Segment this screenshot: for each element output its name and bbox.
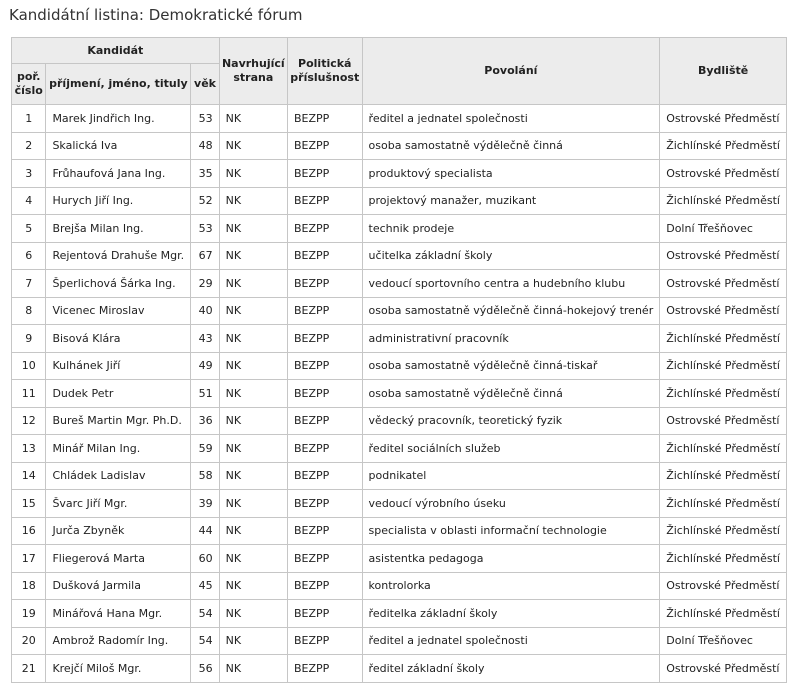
cell-bydliste: Ostrovské Předměstí — [660, 655, 787, 683]
cell-povolani: projektový manažer, muzikant — [362, 187, 660, 215]
cell-bydliste: Ostrovské Předměstí — [660, 105, 787, 133]
table-row — [12, 600, 787, 628]
cell-vek: 59 — [191, 435, 219, 463]
cell-cislo: 9 — [12, 325, 46, 353]
cell-povolani: učitelka základní školy — [362, 242, 660, 270]
cell-vek: 48 — [191, 132, 219, 160]
cell-povolani: osoba samostatně výdělečně činná — [362, 132, 660, 160]
cell-povolani: ředitelka základní školy — [362, 600, 660, 628]
cell-vek: 45 — [191, 572, 219, 600]
cell-cislo: 6 — [12, 242, 46, 270]
cell-vek: 36 — [191, 407, 219, 435]
cell-povolani: vědecký pracovník, teoretický fyzik — [362, 407, 660, 435]
cell-povolani: osoba samostatně výdělečně činná — [362, 380, 660, 408]
cell-povolani: administrativní pracovník — [362, 325, 660, 353]
cell-povolani: vedoucí výrobního úseku — [362, 490, 660, 518]
cell-prislusnost: BEZPP — [287, 352, 362, 380]
header-povolani: Povolání — [362, 38, 660, 105]
cell-bydliste: Žichlínské Předměstí — [660, 490, 787, 518]
cell-jmeno: Bisová Klára — [46, 325, 191, 353]
cell-vek: 56 — [191, 655, 219, 683]
cell-vek: 29 — [191, 270, 219, 298]
cell-povolani: ředitel a jednatel společnosti — [362, 627, 660, 655]
cell-prislusnost: BEZPP — [287, 380, 362, 408]
candidate-table — [11, 37, 787, 683]
cell-povolani: produktový specialista — [362, 160, 660, 188]
cell-strana: NK — [219, 407, 287, 435]
cell-strana: NK — [219, 655, 287, 683]
cell-cislo: 13 — [12, 435, 46, 463]
cell-strana: NK — [219, 572, 287, 600]
cell-jmeno: Chládek Ladislav — [46, 462, 191, 490]
cell-bydliste: Žichlínské Předměstí — [660, 132, 787, 160]
page-title: Kandidátní listina: Demokratické fórum — [9, 6, 303, 24]
cell-vek: 52 — [191, 187, 219, 215]
cell-jmeno: Ambrož Radomír Ing. — [46, 627, 191, 655]
cell-bydliste: Ostrovské Předměstí — [660, 407, 787, 435]
cell-bydliste: Žichlínské Předměstí — [660, 517, 787, 545]
cell-povolani: ředitel základní školy — [362, 655, 660, 683]
cell-strana: NK — [219, 600, 287, 628]
cell-prislusnost: BEZPP — [287, 517, 362, 545]
cell-jmeno: Hurych Jiří Ing. — [46, 187, 191, 215]
cell-vek: 54 — [191, 627, 219, 655]
table-row — [12, 352, 787, 380]
cell-vek: 43 — [191, 325, 219, 353]
cell-povolani: osoba samostatně výdělečně činná-hokejový trenér — [362, 297, 660, 325]
cell-vek: 44 — [191, 517, 219, 545]
cell-vek: 51 — [191, 380, 219, 408]
cell-strana: NK — [219, 627, 287, 655]
cell-prislusnost: BEZPP — [287, 160, 362, 188]
cell-prislusnost: BEZPP — [287, 242, 362, 270]
cell-prislusnost: BEZPP — [287, 490, 362, 518]
cell-prislusnost: BEZPP — [287, 655, 362, 683]
cell-bydliste: Žichlínské Předměstí — [660, 545, 787, 573]
cell-strana: NK — [219, 215, 287, 243]
cell-prislusnost: BEZPP — [287, 215, 362, 243]
cell-cislo: 19 — [12, 600, 46, 628]
cell-prislusnost: BEZPP — [287, 325, 362, 353]
cell-bydliste: Ostrovské Předměstí — [660, 297, 787, 325]
cell-strana: NK — [219, 242, 287, 270]
cell-prislusnost: BEZPP — [287, 105, 362, 133]
cell-cislo: 3 — [12, 160, 46, 188]
cell-strana: NK — [219, 105, 287, 133]
cell-strana: NK — [219, 325, 287, 353]
cell-jmeno: Bureš Martin Mgr. Ph.D. — [46, 407, 191, 435]
cell-bydliste: Žichlínské Předměstí — [660, 187, 787, 215]
cell-cislo: 10 — [12, 352, 46, 380]
cell-strana: NK — [219, 380, 287, 408]
cell-cislo: 14 — [12, 462, 46, 490]
cell-jmeno: Dudek Petr — [46, 380, 191, 408]
cell-cislo: 16 — [12, 517, 46, 545]
cell-jmeno: Švarc Jiří Mgr. — [46, 490, 191, 518]
cell-jmeno: Šperlichová Šárka Ing. — [46, 270, 191, 298]
header-jmeno: příjmení, jméno, tituly — [46, 64, 191, 105]
cell-cislo: 17 — [12, 545, 46, 573]
cell-prislusnost: BEZPP — [287, 545, 362, 573]
cell-povolani: asistentka pedagoga — [362, 545, 660, 573]
cell-strana: NK — [219, 435, 287, 463]
cell-jmeno: Marek Jindřich Ing. — [46, 105, 191, 133]
cell-jmeno: Jurča Zbyněk — [46, 517, 191, 545]
cell-bydliste: Žichlínské Předměstí — [660, 352, 787, 380]
table-row — [12, 435, 787, 463]
cell-cislo: 18 — [12, 572, 46, 600]
cell-vek: 49 — [191, 352, 219, 380]
table-row — [12, 655, 787, 683]
table-row — [12, 462, 787, 490]
cell-jmeno: Dušková Jarmila — [46, 572, 191, 600]
cell-povolani: ředitel a jednatel společnosti — [362, 105, 660, 133]
cell-strana: NK — [219, 352, 287, 380]
cell-strana: NK — [219, 297, 287, 325]
cell-bydliste: Žichlínské Předměstí — [660, 435, 787, 463]
cell-bydliste: Žichlínské Předměstí — [660, 380, 787, 408]
cell-strana: NK — [219, 132, 287, 160]
cell-jmeno: Fliegerová Marta — [46, 545, 191, 573]
cell-vek: 58 — [191, 462, 219, 490]
cell-povolani: osoba samostatně výdělečně činná-tiskař — [362, 352, 660, 380]
table-row — [12, 490, 787, 518]
cell-prislusnost: BEZPP — [287, 462, 362, 490]
cell-povolani: ředitel sociálních služeb — [362, 435, 660, 463]
cell-cislo: 21 — [12, 655, 46, 683]
cell-bydliste: Žichlínské Předměstí — [660, 462, 787, 490]
table-row — [12, 105, 787, 133]
cell-cislo: 12 — [12, 407, 46, 435]
table-row — [12, 270, 787, 298]
cell-vek: 67 — [191, 242, 219, 270]
cell-bydliste: Ostrovské Předměstí — [660, 160, 787, 188]
cell-prislusnost: BEZPP — [287, 132, 362, 160]
table-row — [12, 187, 787, 215]
cell-prislusnost: BEZPP — [287, 627, 362, 655]
cell-bydliste: Žichlínské Předměstí — [660, 325, 787, 353]
cell-cislo: 2 — [12, 132, 46, 160]
header-strana: Navrhující strana — [219, 38, 287, 105]
table-row — [12, 325, 787, 353]
cell-bydliste: Dolní Třešňovec — [660, 215, 787, 243]
table-row — [12, 242, 787, 270]
cell-strana: NK — [219, 517, 287, 545]
cell-bydliste: Ostrovské Předměstí — [660, 270, 787, 298]
cell-vek: 40 — [191, 297, 219, 325]
table-row — [12, 407, 787, 435]
cell-strana: NK — [219, 490, 287, 518]
table-row — [12, 297, 787, 325]
cell-cislo: 20 — [12, 627, 46, 655]
cell-bydliste: Dolní Třešňovec — [660, 627, 787, 655]
cell-bydliste: Ostrovské Předměstí — [660, 572, 787, 600]
cell-cislo: 11 — [12, 380, 46, 408]
table-row — [12, 215, 787, 243]
table-header — [12, 38, 787, 105]
cell-bydliste: Žichlínské Předměstí — [660, 600, 787, 628]
cell-povolani: specialista v oblasti informační technologie — [362, 517, 660, 545]
cell-prislusnost: BEZPP — [287, 407, 362, 435]
cell-jmeno: Vicenec Miroslav — [46, 297, 191, 325]
cell-jmeno: Minářová Hana Mgr. — [46, 600, 191, 628]
cell-jmeno: Minář Milan Ing. — [46, 435, 191, 463]
table-row — [12, 572, 787, 600]
cell-jmeno: Brejša Milan Ing. — [46, 215, 191, 243]
table-row — [12, 517, 787, 545]
cell-vek: 54 — [191, 600, 219, 628]
header-vek: věk — [191, 64, 219, 105]
cell-jmeno: Kulhánek Jiří — [46, 352, 191, 380]
cell-povolani: kontrolorka — [362, 572, 660, 600]
cell-prislusnost: BEZPP — [287, 187, 362, 215]
cell-povolani: podnikatel — [362, 462, 660, 490]
cell-vek: 39 — [191, 490, 219, 518]
table-row — [12, 545, 787, 573]
cell-vek: 35 — [191, 160, 219, 188]
cell-jmeno: Frůhaufová Jana Ing. — [46, 160, 191, 188]
table-row — [12, 380, 787, 408]
cell-strana: NK — [219, 270, 287, 298]
cell-strana: NK — [219, 187, 287, 215]
cell-prislusnost: BEZPP — [287, 297, 362, 325]
table-row — [12, 132, 787, 160]
cell-cislo: 7 — [12, 270, 46, 298]
cell-prislusnost: BEZPP — [287, 270, 362, 298]
cell-cislo: 1 — [12, 105, 46, 133]
cell-vek: 53 — [191, 105, 219, 133]
header-kandidat: Kandidát — [12, 38, 220, 64]
cell-cislo: 5 — [12, 215, 46, 243]
header-prislusnost: Politická příslušnost — [287, 38, 362, 105]
cell-jmeno: Rejentová Drahuše Mgr. — [46, 242, 191, 270]
cell-strana: NK — [219, 545, 287, 573]
cell-prislusnost: BEZPP — [287, 435, 362, 463]
cell-jmeno: Krejčí Miloš Mgr. — [46, 655, 191, 683]
header-cislo: poř. číslo — [12, 64, 46, 105]
cell-prislusnost: BEZPP — [287, 572, 362, 600]
header-bydliste: Bydliště — [660, 38, 787, 105]
cell-povolani: technik prodeje — [362, 215, 660, 243]
cell-jmeno: Skalická Iva — [46, 132, 191, 160]
cell-bydliste: Ostrovské Předměstí — [660, 242, 787, 270]
cell-strana: NK — [219, 462, 287, 490]
table-row — [12, 627, 787, 655]
cell-cislo: 4 — [12, 187, 46, 215]
cell-strana: NK — [219, 160, 287, 188]
cell-vek: 53 — [191, 215, 219, 243]
cell-vek: 60 — [191, 545, 219, 573]
table-row — [12, 160, 787, 188]
cell-povolani: vedoucí sportovního centra a hudebního klubu — [362, 270, 660, 298]
cell-cislo: 15 — [12, 490, 46, 518]
cell-prislusnost: BEZPP — [287, 600, 362, 628]
table-body — [12, 105, 787, 683]
cell-cislo: 8 — [12, 297, 46, 325]
